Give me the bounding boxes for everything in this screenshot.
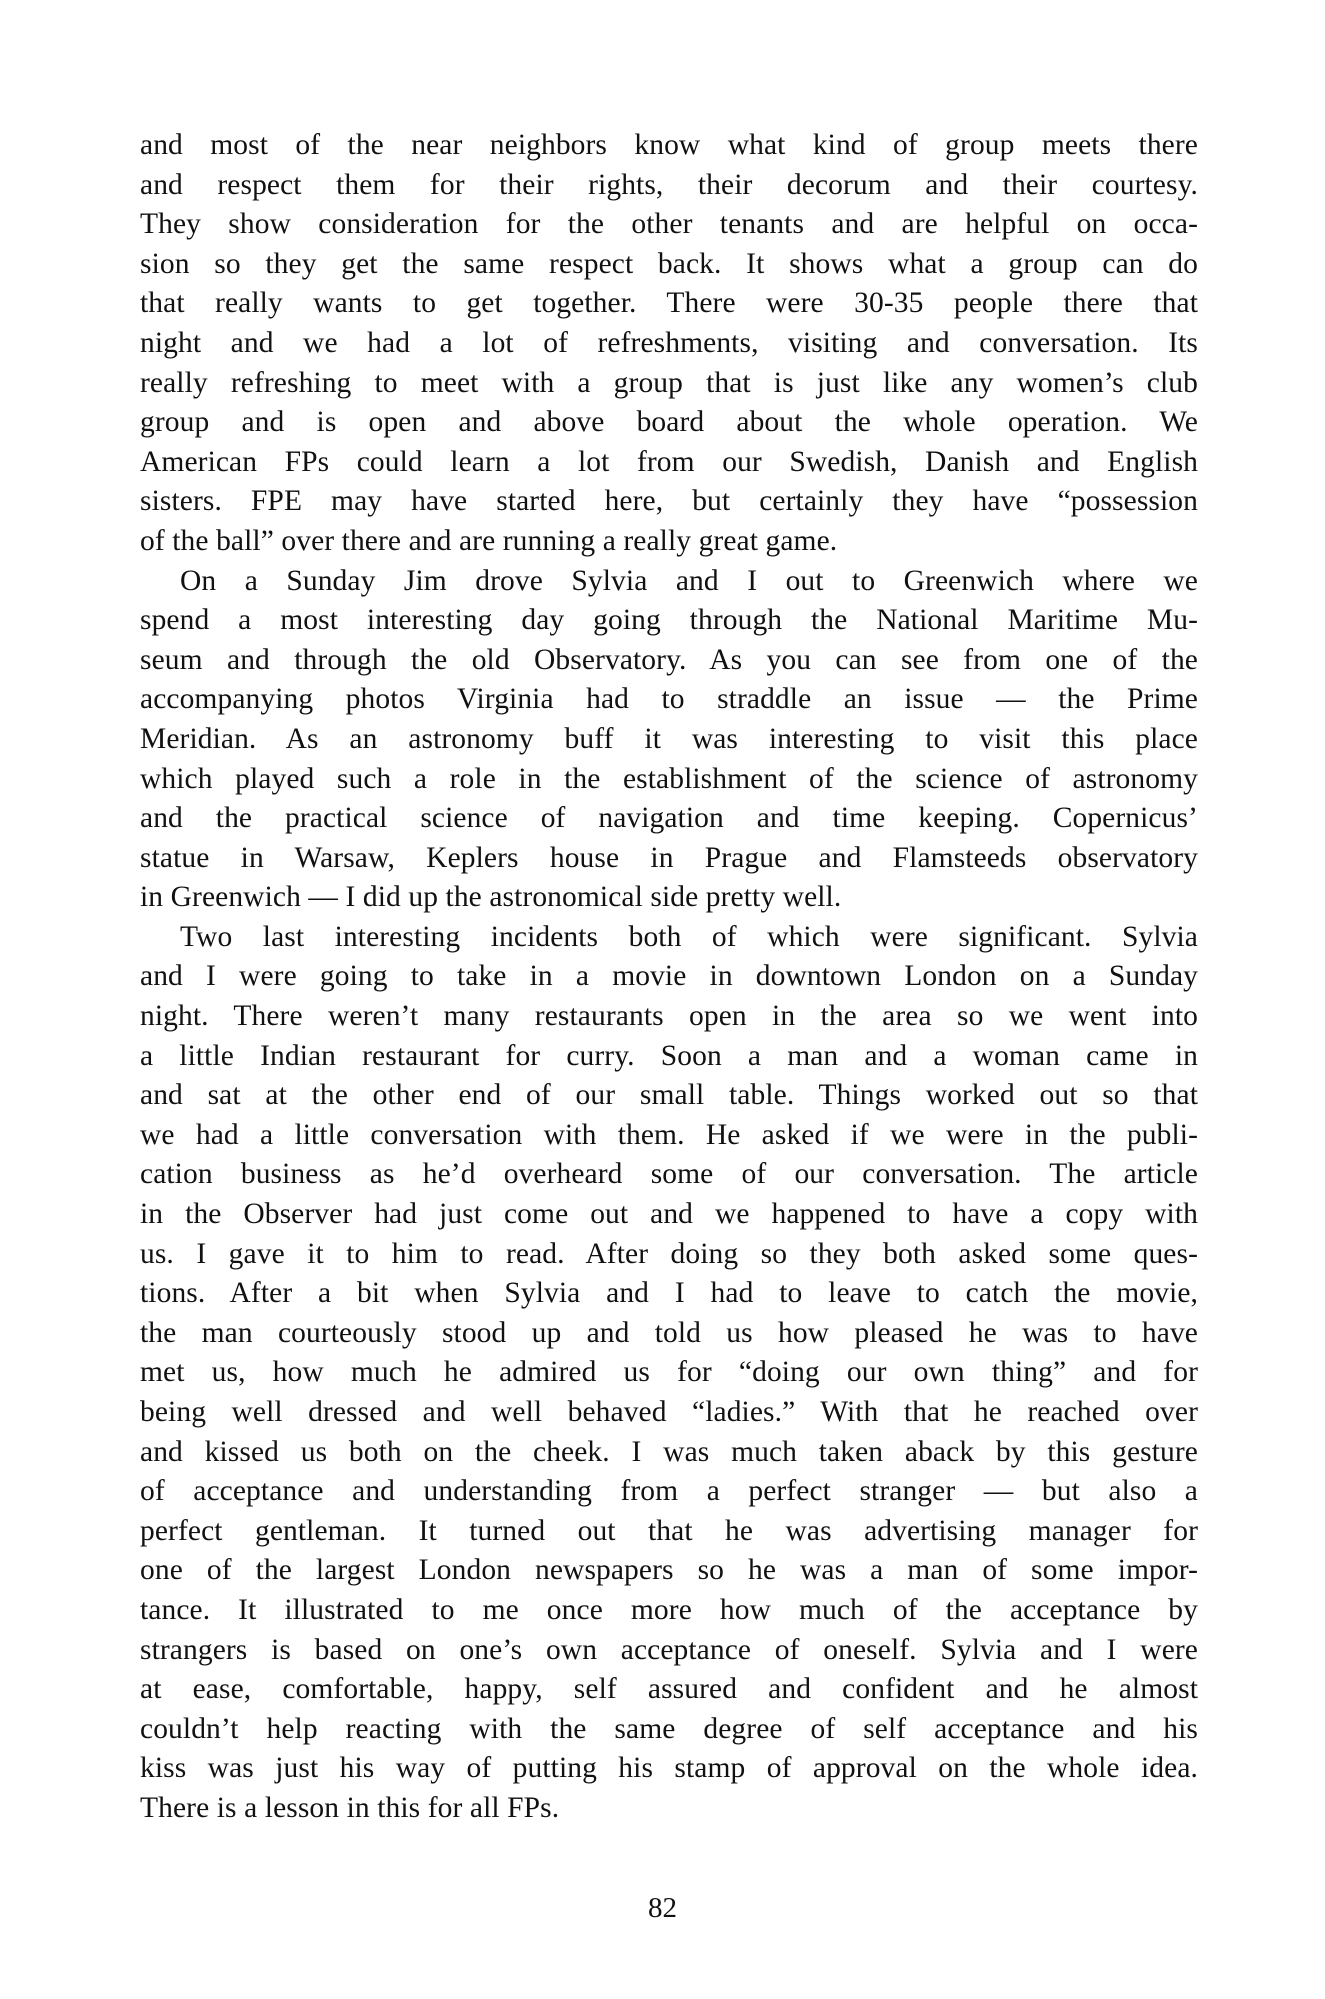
paragraph-3 — [140, 918, 1198, 1829]
text-line: at ease, comfortable, happy, self assured and confident and he almost — [140, 1673, 1198, 1706]
page-number: 82 — [648, 1892, 677, 1924]
text-line: that really wants to get together. There were 30-35 people there that — [140, 287, 1198, 320]
text-line: us. I gave it to him to read. After doing so they both asked some ques- — [140, 1237, 1198, 1270]
text-line: On a Sunday Jim drove Sylvia and I out to Greenwich where we — [180, 564, 1198, 597]
text-line: group and is open and above board about the whole operation. We — [140, 406, 1198, 439]
text-line: seum and through the old Observatory. As you can see from one of the — [140, 643, 1198, 676]
text-line: we had a little conversation with them. He asked if we were in the publi- — [140, 1118, 1198, 1151]
body-text — [140, 126, 1198, 1829]
text-line: which played such a role in the establishment of the science of astronomy — [140, 762, 1198, 795]
text-line: in Greenwich — I did up the astronomical side pretty well. — [140, 881, 842, 914]
text-line: and respect them for their rights, their decorum and their courtesy. — [140, 168, 1198, 201]
text-line: and kissed us both on the cheek. I was much taken aback by this gesture — [140, 1435, 1198, 1468]
text-line: one of the largest London newspapers so he was a man of some impor- — [140, 1554, 1198, 1587]
text-line: night. There weren’t many restaurants open in the area so we went into — [140, 1000, 1198, 1033]
text-line: of acceptance and understanding from a perfect stranger — but also a — [140, 1475, 1198, 1508]
text-line: statue in Warsaw, Keplers house in Prague and Flamsteeds observatory — [140, 841, 1198, 874]
text-line: perfect gentleman. It turned out that he was advertising manager for — [140, 1514, 1198, 1547]
text-line: in the Observer had just come out and we happened to have a copy with — [140, 1198, 1198, 1231]
text-line: tance. It illustrated to me once more how much of the acceptance by — [140, 1593, 1198, 1626]
paragraph-1 — [140, 126, 1198, 562]
text-line: There is a lesson in this for all FPs. — [140, 1791, 560, 1824]
text-line: and sat at the other end of our small table. Things worked out so that — [140, 1079, 1198, 1112]
text-line: of the ball” over there and are running a really great game. — [140, 524, 838, 557]
text-line: a little Indian restaurant for curry. Soon a man and a woman came in — [140, 1039, 1198, 1072]
text-line: met us, how much he admired us for “doing our own thing” and for — [140, 1356, 1198, 1389]
text-line: really refreshing to meet with a group that is just like any women’s club — [140, 366, 1198, 399]
text-line: and I were going to take in a movie in downtown London on a Sunday — [140, 960, 1198, 993]
paragraph-2 — [140, 562, 1198, 918]
text-line: couldn’t help reacting with the same degree of self acceptance and his — [140, 1712, 1198, 1745]
text-line: Two last interesting incidents both of which were significant. Sylvia — [180, 920, 1198, 953]
text-line: They show consideration for the other tenants and are helpful on occa- — [140, 208, 1198, 241]
text-line: cation business as he’d overheard some of our conversation. The article — [140, 1158, 1198, 1191]
text-line: sion so they get the same respect back. It shows what a group can do — [140, 247, 1198, 280]
text-line: kiss was just his way of putting his stamp of approval on the whole idea. — [140, 1752, 1198, 1785]
text-line: night and we had a lot of refreshments, visiting and conversation. Its — [140, 326, 1198, 359]
text-line: the man courteously stood up and told us how pleased he was to have — [140, 1316, 1198, 1349]
text-line: American FPs could learn a lot from our Swedish, Danish and English — [140, 445, 1198, 478]
text-line: spend a most interesting day going through the National Maritime Mu- — [140, 604, 1198, 637]
text-line: accompanying photos Virginia had to straddle an issue — the Prime — [140, 683, 1198, 716]
text-line: strangers is based on one’s own acceptance of oneself. Sylvia and I were — [140, 1633, 1198, 1666]
text-line: Meridian. As an astronomy buff it was interesting to visit this place — [140, 722, 1198, 755]
text-line: sisters. FPE may have started here, but certainly they have “possession — [140, 485, 1198, 518]
text-line: tions. After a bit when Sylvia and I had to leave to catch the movie, — [140, 1277, 1198, 1310]
text-line: and the practical science of navigation and time keeping. Copernicus’ — [140, 802, 1198, 835]
text-line: being well dressed and well behaved “ladies.” With that he reached over — [140, 1396, 1198, 1428]
text-line: and most of the near neighbors know what kind of group meets there — [140, 129, 1198, 161]
